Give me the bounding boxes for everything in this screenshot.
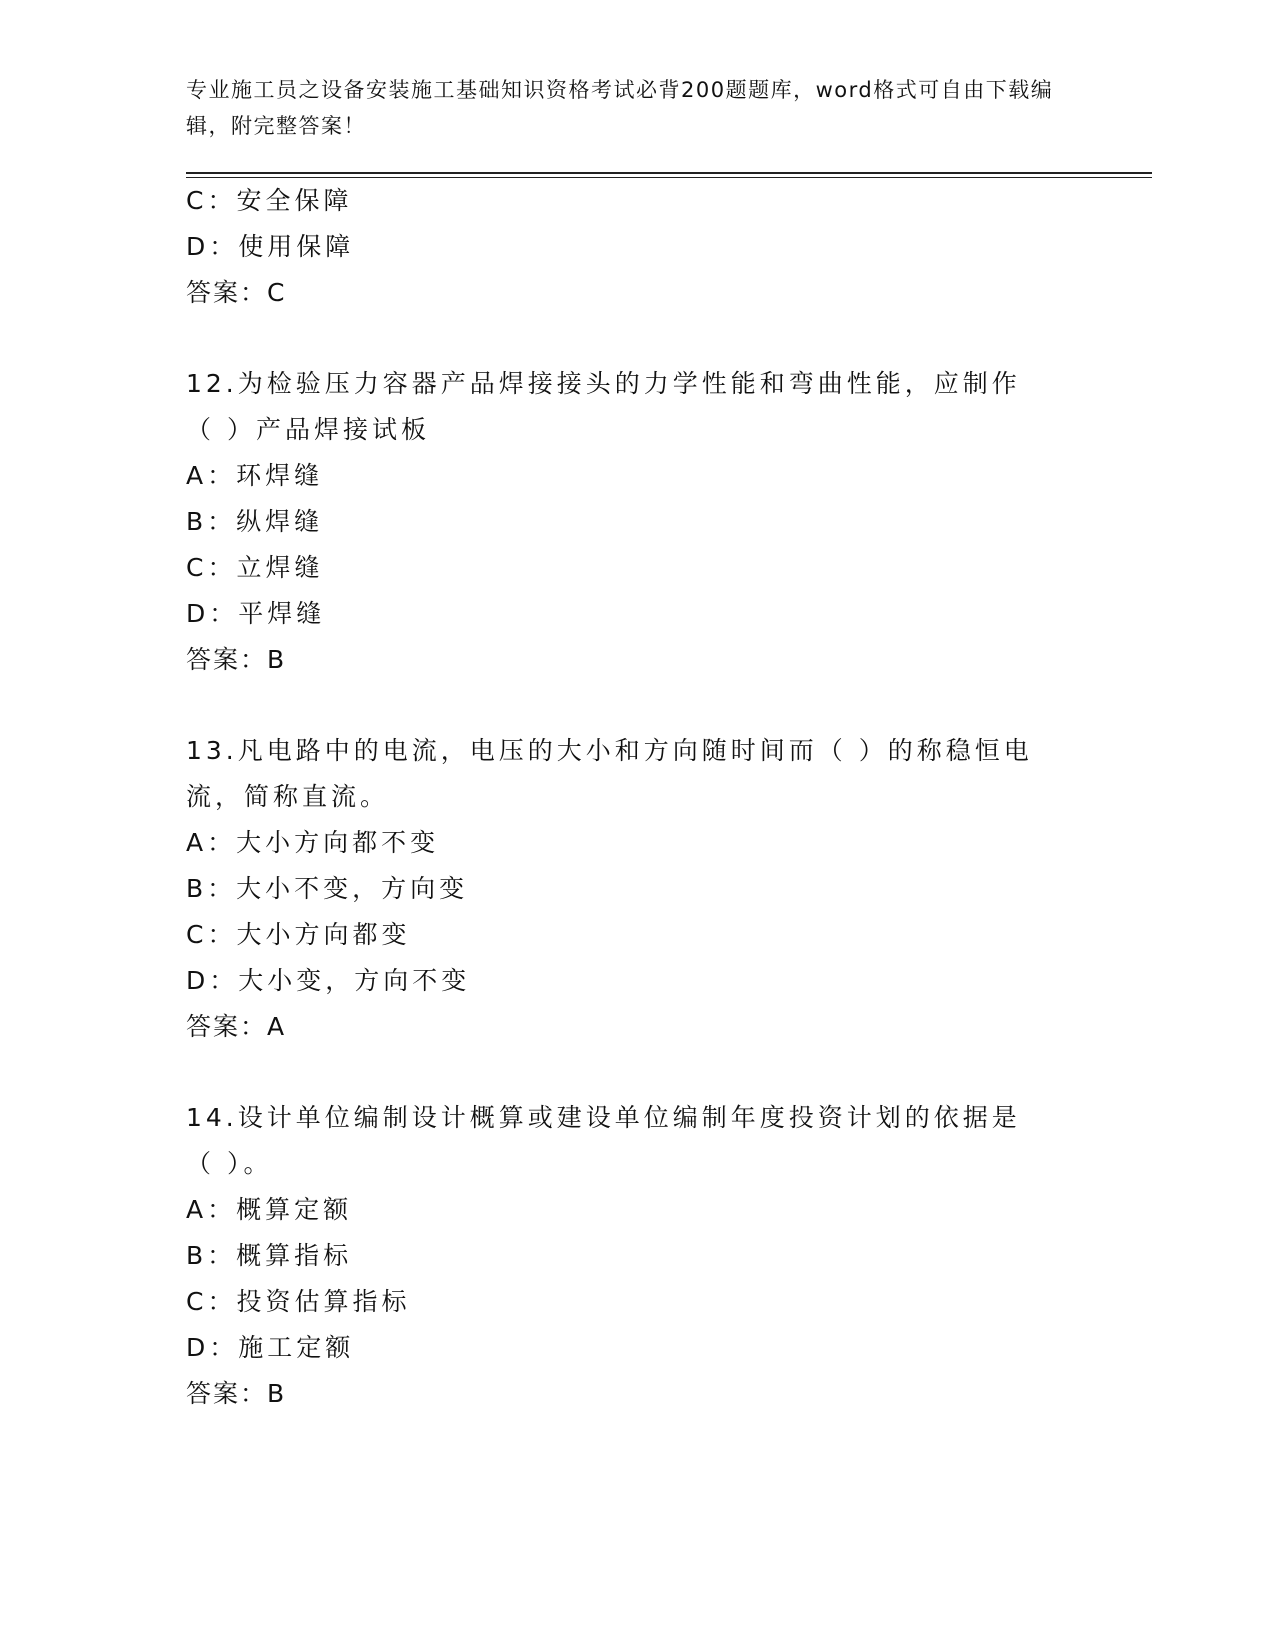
question-12 (186, 361, 1146, 683)
answer: 答案：B (186, 1379, 287, 1408)
partial-question (186, 178, 1146, 316)
spacer (186, 316, 1146, 361)
option-b: B：大小不变，方向变 (186, 874, 469, 903)
option-c: C：投资估算指标 (186, 1287, 411, 1316)
option-a: A：环焊缝 (186, 461, 324, 490)
option-d: D：施工定额 (186, 1333, 355, 1362)
option-c: C：大小方向都变 (186, 920, 411, 949)
answer: 答案：B (186, 645, 287, 674)
spacer (186, 1050, 1146, 1095)
option-c: C：安全保障 (186, 186, 353, 215)
option-d: D：平焊缝 (186, 599, 326, 628)
answer: 答案：A (186, 1012, 287, 1041)
question-14 (186, 1095, 1146, 1417)
document-page (186, 72, 1146, 1417)
document-header: 专业施工员之设备安装施工基础知识资格考试必背200题题库，word格式可自由下载编辑，附完整答案！ (186, 78, 1054, 138)
question-13 (186, 728, 1146, 1050)
question-text: 12.为检验压力容器产品焊接接头的力学性能和弯曲性能，应制作（ ）产品焊接试板 (186, 369, 1021, 444)
answer: 答案：C (186, 278, 287, 307)
option-c: C：立焊缝 (186, 553, 324, 582)
option-b: B：纵焊缝 (186, 507, 324, 536)
option-d: D：大小变，方向不变 (186, 966, 471, 995)
option-d: D：使用保障 (186, 232, 355, 261)
question-text: 14.设计单位编制设计概算或建设单位编制年度投资计划的依据是（ ）。 (186, 1103, 1021, 1178)
option-b: B：概算指标 (186, 1241, 353, 1270)
option-a: A：大小方向都不变 (186, 828, 440, 857)
question-text: 13.凡电路中的电流，电压的大小和方向随时间而（ ）的称稳恒电流，简称直流。 (186, 736, 1033, 811)
spacer (186, 683, 1146, 728)
option-a: A：概算定额 (186, 1195, 353, 1224)
